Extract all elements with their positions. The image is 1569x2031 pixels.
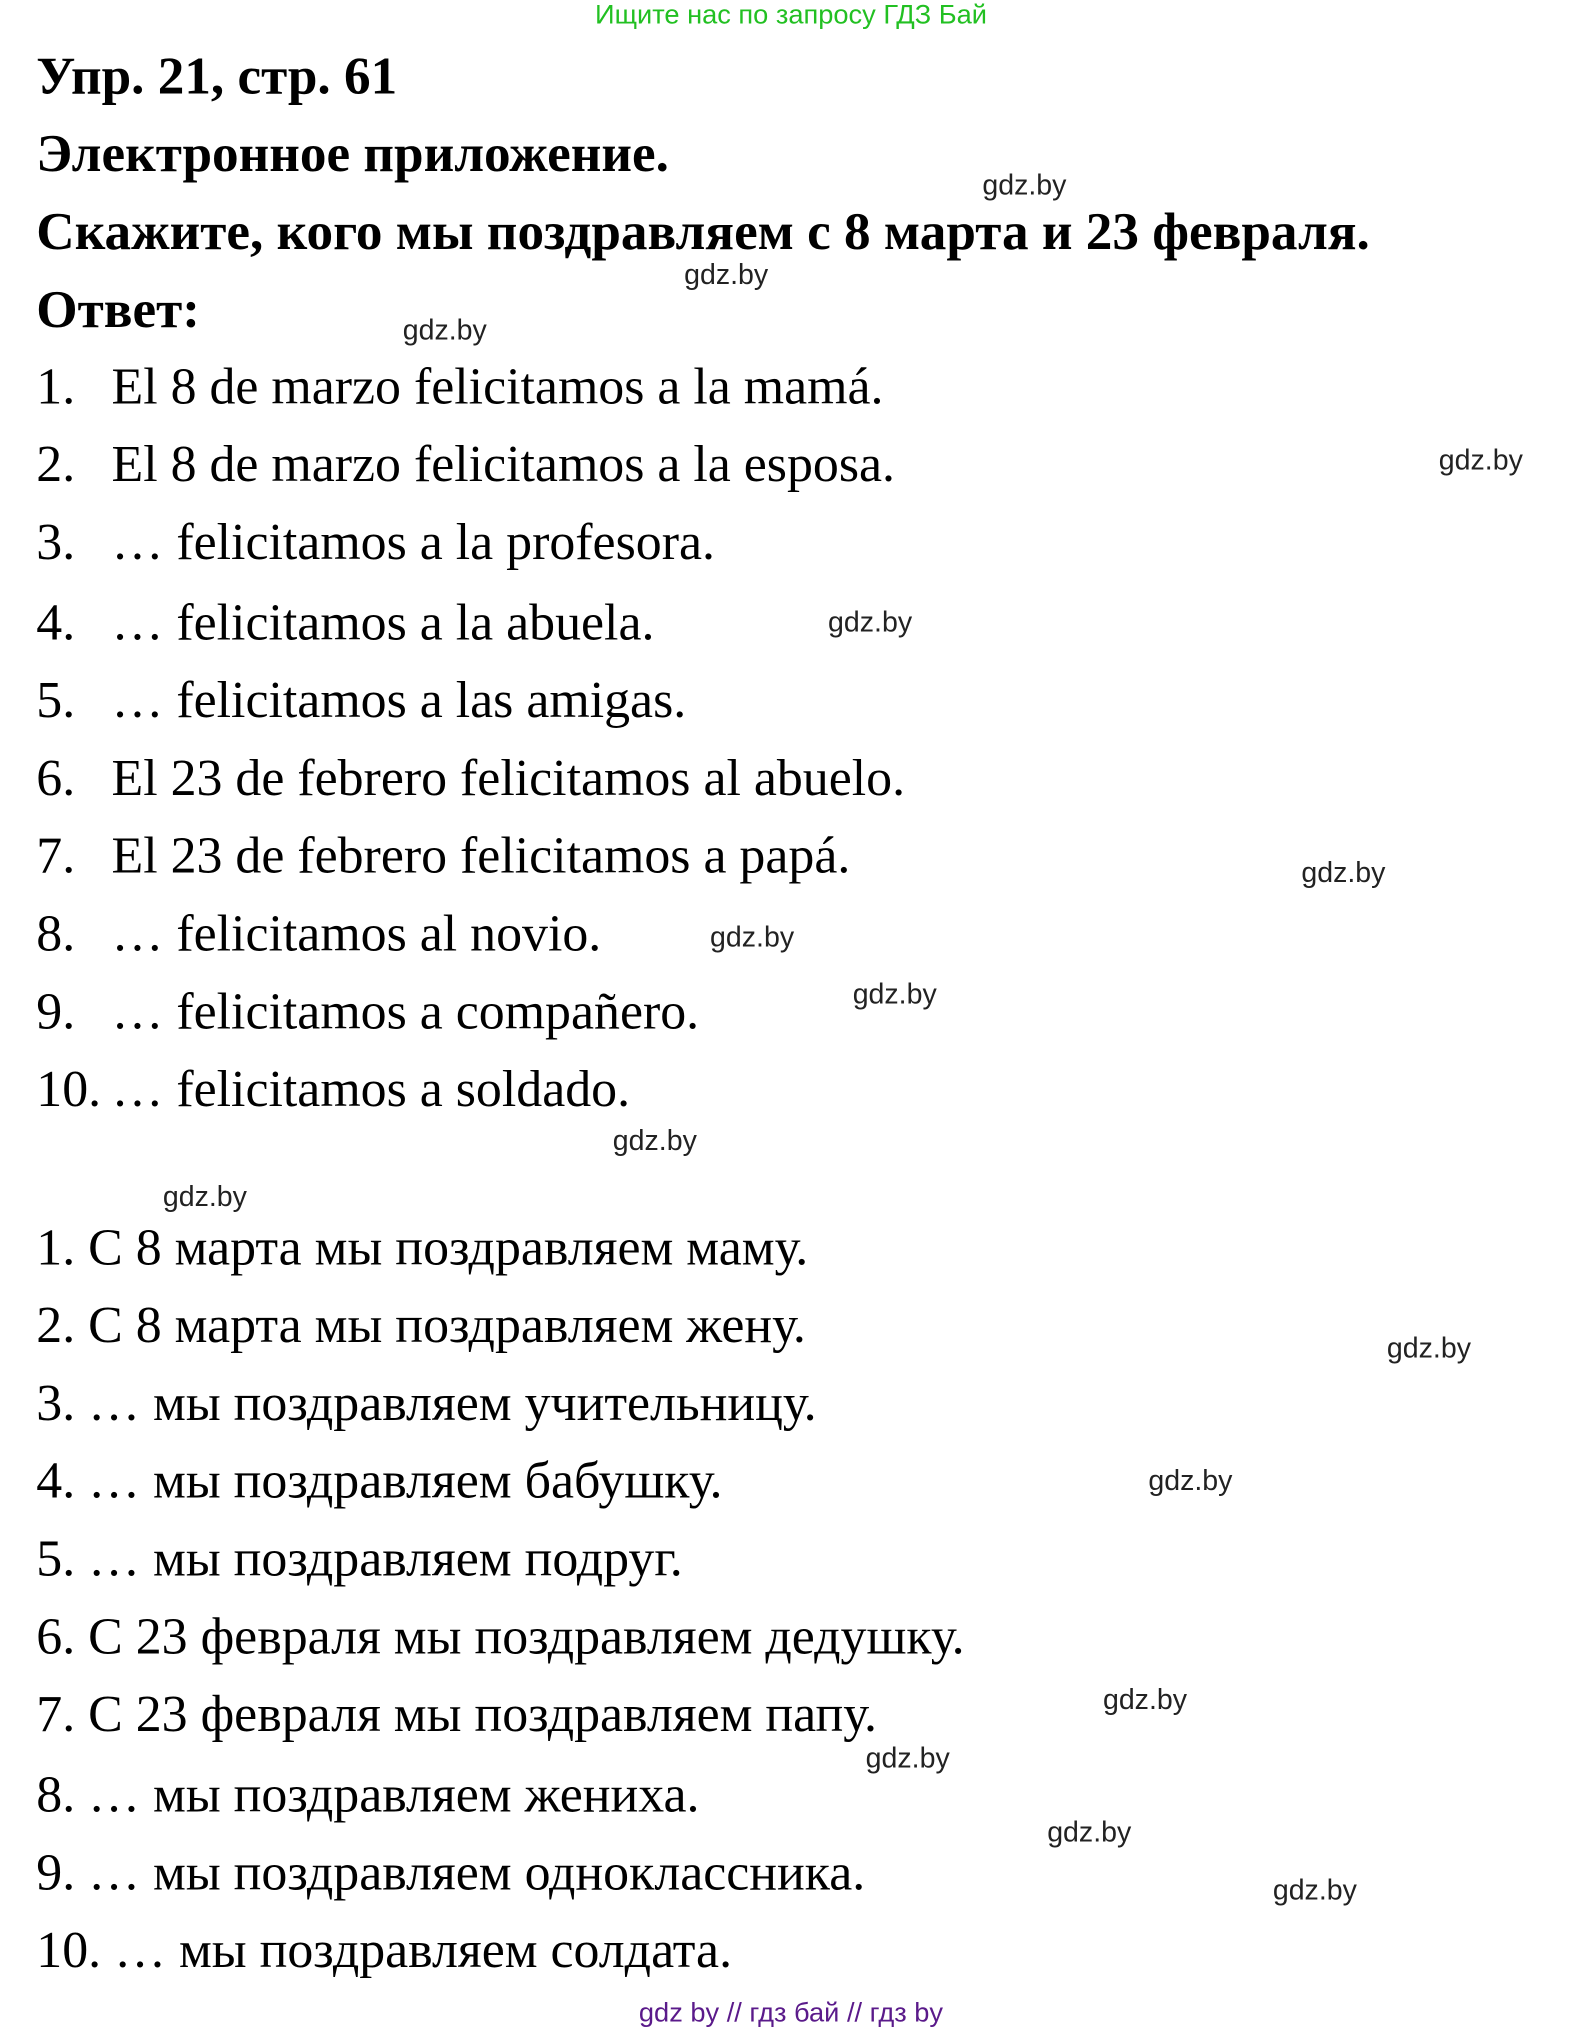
item-text: El 23 de febrero felicitamos a papá.	[111, 825, 851, 885]
watermark: gdz.by	[402, 313, 487, 347]
watermark: gdz.by	[1272, 1873, 1357, 1907]
watermark: gdz.by	[982, 168, 1067, 201]
watermark: gdz.by	[684, 258, 769, 291]
item-number: 6.	[36, 748, 76, 807]
russian-answer-item: 1. С 8 марта мы поздравляем маму.	[36, 1217, 809, 1276]
item-text: … felicitamos al novio.	[111, 903, 602, 963]
spanish-answer-item	[36, 513, 715, 570]
item-text: … felicitamos a la abuela.	[111, 592, 655, 651]
spanish-answer-item	[36, 827, 850, 884]
watermark: gdz.by	[1301, 855, 1386, 889]
item-text: … felicitamos a compañero.	[111, 981, 700, 1040]
watermark: gdz.by	[1148, 1463, 1233, 1497]
item-text: El 23 de febrero felicitamos al abuelo.	[111, 748, 906, 807]
spanish-answer-item	[36, 672, 686, 729]
spanish-answer-item	[36, 749, 905, 806]
russian-answer-item: 8. … мы поздравляем жениха.	[36, 1764, 700, 1824]
spanish-answer-item	[36, 358, 883, 415]
watermark: gdz.by	[865, 1741, 950, 1774]
item-number: 10.	[36, 1059, 102, 1118]
watermark: gdz.by	[710, 920, 795, 954]
spanish-answer-item	[36, 1061, 630, 1118]
item-number: 5.	[36, 670, 76, 729]
russian-answer-item: 7. С 23 февраля мы поздравляем папу.	[36, 1684, 877, 1743]
item-number: 9.	[36, 981, 76, 1040]
item-text: … felicitamos a las amigas.	[111, 670, 687, 729]
answer-label: Ответ:	[36, 278, 200, 339]
watermark: gdz.by	[852, 977, 937, 1011]
item-text: … felicitamos a soldado.	[111, 1059, 631, 1118]
item-number: 2.	[36, 434, 76, 493]
exercise-title: Упр. 21, стр. 61	[36, 45, 398, 106]
item-number: 8.	[36, 903, 76, 963]
subtitle: Электронное приложение.	[36, 123, 669, 183]
item-text: El 8 de marzo felicitamos a la esposa.	[111, 434, 896, 493]
russian-answer-item: 10. … мы поздравляем солдата.	[36, 1920, 733, 1979]
russian-answer-item: 6. С 23 февраля мы поздравляем дедушку.	[36, 1606, 965, 1665]
footer-links[interactable]: gdz by // гдз бай // гдз by	[638, 1998, 944, 2029]
russian-answer-item: 9. … мы поздравляем одноклассника.	[36, 1842, 866, 1901]
russian-answer-item: 4. … мы поздравляем бабушку.	[36, 1451, 723, 1510]
spanish-answer-item	[36, 436, 895, 493]
item-number: 1.	[36, 356, 76, 415]
spanish-answer-item	[36, 983, 699, 1040]
watermark: gdz.by	[828, 605, 913, 638]
russian-answer-item: 2. С 8 марта мы поздравляем жену.	[36, 1295, 806, 1354]
russian-answer-item: 5. … мы поздравляем подруг.	[36, 1528, 683, 1588]
watermark: gdz.by	[162, 1179, 247, 1213]
header-search-link[interactable]: Ищите нас по запросу ГДЗ Бай	[595, 0, 987, 30]
watermark: gdz.by	[1047, 1815, 1132, 1848]
task-text: Скажите, кого мы поздравляем с 8 марта и 23 февраля.	[36, 200, 1370, 261]
watermark: gdz.by	[1386, 1331, 1471, 1365]
item-text: El 8 de marzo felicitamos a la mamá.	[111, 356, 884, 415]
watermark: gdz.by	[1438, 443, 1523, 476]
item-number: 4.	[36, 592, 76, 651]
watermark: gdz.by	[1102, 1683, 1188, 1716]
spanish-answer-item	[36, 905, 601, 962]
spanish-answer-item	[36, 594, 654, 651]
item-number: 7.	[36, 825, 76, 885]
item-text: … felicitamos a la profesora.	[111, 512, 715, 571]
russian-answer-item: 3. … мы поздравляем учительницу.	[36, 1373, 817, 1432]
watermark: gdz.by	[612, 1124, 697, 1157]
item-number: 3.	[36, 512, 76, 571]
